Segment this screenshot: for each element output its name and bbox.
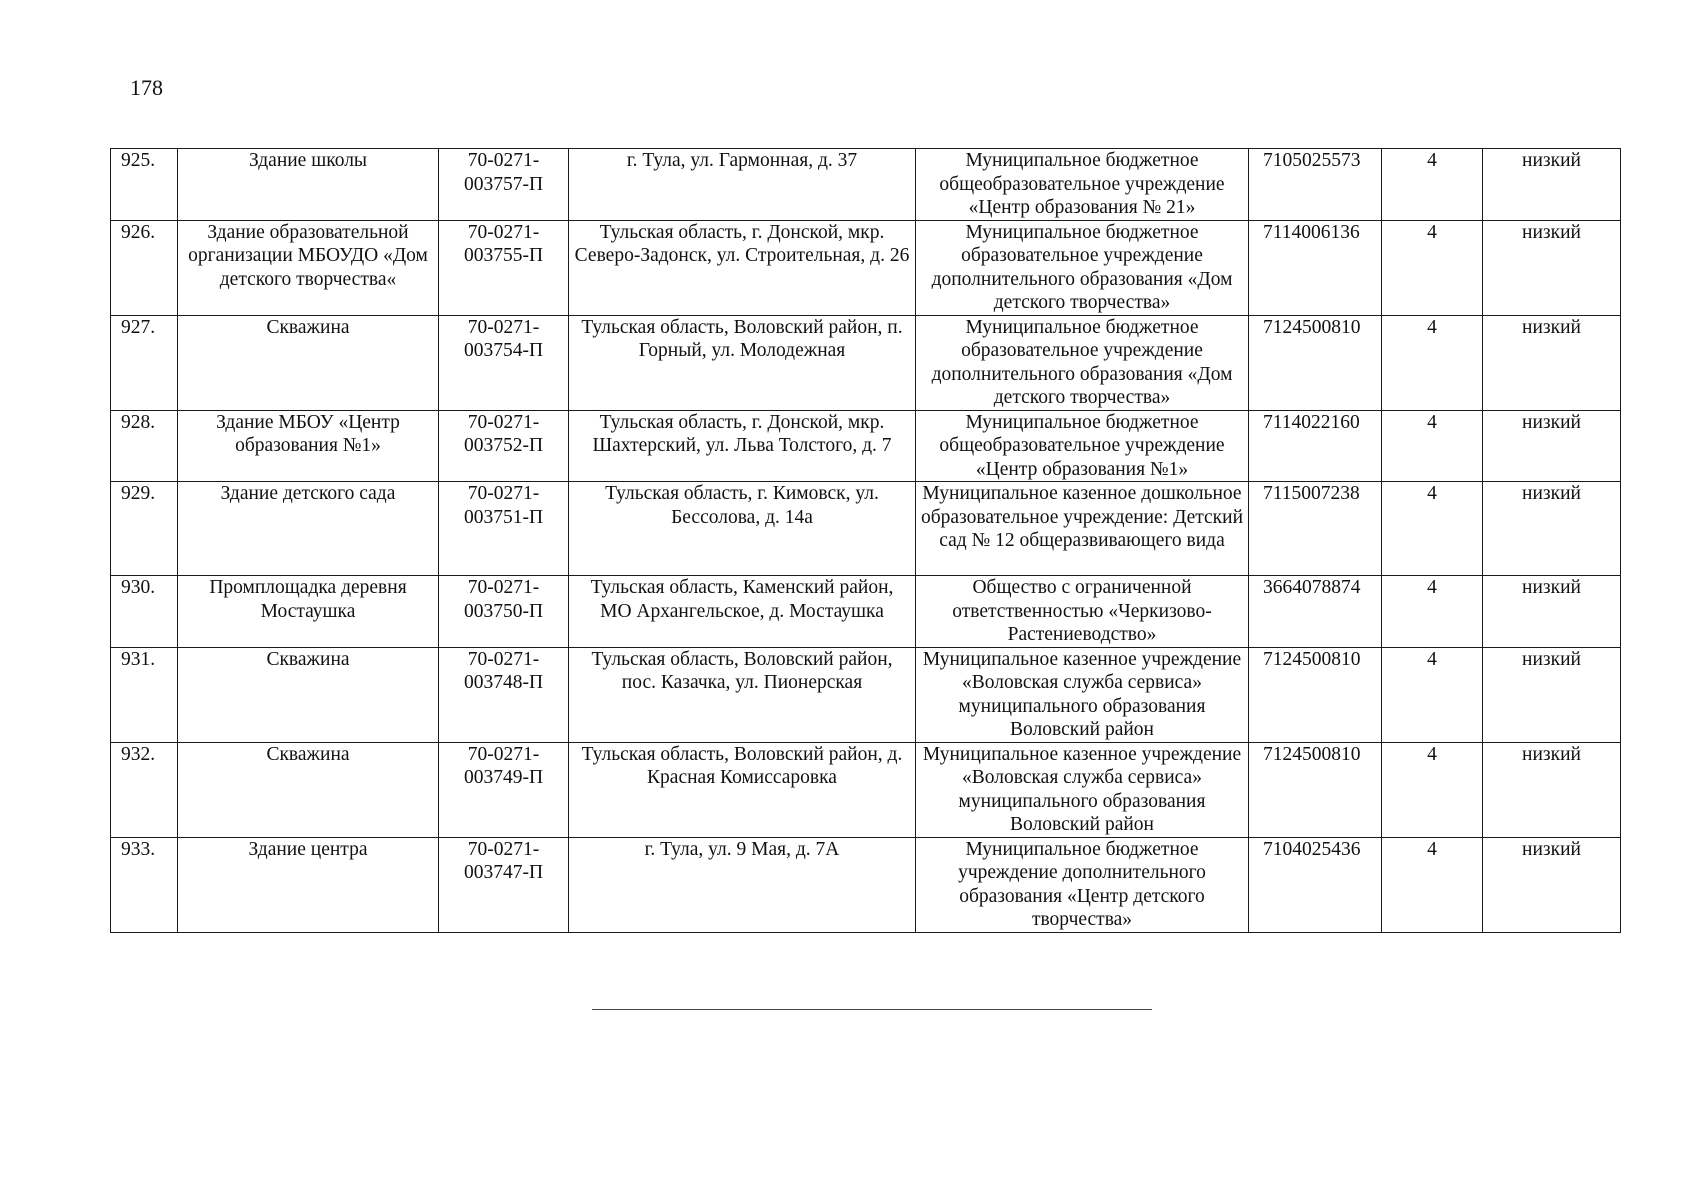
table-row [111, 837, 1621, 932]
row-number: 928. [111, 410, 178, 482]
organization-name: Муниципальное казенное учреждение «Воловская служба сервиса» муниципального образования Воловский район [916, 647, 1249, 742]
object-name: Здание школы [178, 149, 439, 221]
inn: 7105025573 [1249, 149, 1382, 221]
inn: 7124500810 [1249, 647, 1382, 742]
object-name: Скважина [178, 315, 439, 410]
category: 4 [1382, 837, 1483, 932]
row-number: 930. [111, 576, 178, 648]
object-address: Тульская область, Воловский район, п. Горный, ул. Молодежная [569, 315, 916, 410]
inn: 7124500810 [1249, 315, 1382, 410]
inn: 7104025436 [1249, 837, 1382, 932]
category: 4 [1382, 410, 1483, 482]
row-number: 932. [111, 742, 178, 837]
object-address: Тульская область, Воловский район, пос. Казачка, ул. Пионерская [569, 647, 916, 742]
table-row [111, 482, 1621, 576]
risk-level: низкий [1483, 482, 1621, 576]
object-address: г. Тула, ул. Гармонная, д. 37 [569, 149, 916, 221]
object-code: 70-0271- 003757-П [439, 149, 569, 221]
page-number: 178 [130, 75, 163, 100]
table-row [111, 149, 1621, 221]
category: 4 [1382, 482, 1483, 576]
object-name: Здание МБОУ «Центр образования №1» [178, 410, 439, 482]
row-number: 926. [111, 220, 178, 315]
risk-level: низкий [1483, 576, 1621, 648]
object-name: Промплощадка деревня Мостаушка [178, 576, 439, 648]
object-name: Скважина [178, 742, 439, 837]
object-name: Здание детского сада [178, 482, 439, 576]
object-code: 70-0271- 003752-П [439, 410, 569, 482]
category: 4 [1382, 149, 1483, 221]
object-address: Тульская область, г. Донской, мкр. Шахтерский, ул. Льва Толстого, д. 7 [569, 410, 916, 482]
category: 4 [1382, 742, 1483, 837]
row-number: 927. [111, 315, 178, 410]
table-row [111, 220, 1621, 315]
object-address: г. Тула, ул. 9 Мая, д. 7А [569, 837, 916, 932]
table-row [111, 742, 1621, 837]
object-code: 70-0271- 003747-П [439, 837, 569, 932]
inn: 7114022160 [1249, 410, 1382, 482]
object-code: 70-0271- 003755-П [439, 220, 569, 315]
inn: 3664078874 [1249, 576, 1382, 648]
organization-name: Муниципальное казенное дошкольное образовательное учреждение: Детский сад № 12 общеразвивающего вида [916, 482, 1249, 576]
category: 4 [1382, 315, 1483, 410]
risk-level: низкий [1483, 149, 1621, 221]
inn: 7124500810 [1249, 742, 1382, 837]
object-name: Здание образовательной организации МБОУДО «Дом детского творчества« [178, 220, 439, 315]
category: 4 [1382, 647, 1483, 742]
row-number: 933. [111, 837, 178, 932]
row-number: 929. [111, 482, 178, 576]
risk-level: низкий [1483, 837, 1621, 932]
category: 4 [1382, 220, 1483, 315]
inn: 7114006136 [1249, 220, 1382, 315]
table-row [111, 576, 1621, 648]
table-row [111, 647, 1621, 742]
table-row [111, 315, 1621, 410]
object-address: Тульская область, Каменский район, МО Архангельское, д. Мостаушка [569, 576, 916, 648]
organization-name: Муниципальное бюджетное общеобразовательное учреждение «Центр образования № 21» [916, 149, 1249, 221]
object-name: Скважина [178, 647, 439, 742]
risk-level: низкий [1483, 220, 1621, 315]
object-code: 70-0271- 003750-П [439, 576, 569, 648]
object-address: Тульская область, г. Кимовск, ул. Бессолова, д. 14а [569, 482, 916, 576]
row-number: 925. [111, 149, 178, 221]
table-row [111, 410, 1621, 482]
category: 4 [1382, 576, 1483, 648]
inn: 7115007238 [1249, 482, 1382, 576]
organization-name: Муниципальное бюджетное учреждение дополнительного образования «Центр детского творчества» [916, 837, 1249, 932]
footer-divider [592, 1009, 1152, 1010]
risk-level: низкий [1483, 742, 1621, 837]
risk-level: низкий [1483, 410, 1621, 482]
object-address: Тульская область, Воловский район, д. Красная Комиссаровка [569, 742, 916, 837]
object-code: 70-0271- 003751-П [439, 482, 569, 576]
object-code: 70-0271- 003754-П [439, 315, 569, 410]
organization-name: Муниципальное бюджетное образовательное учреждение дополнительного образования «Дом детского творчества» [916, 315, 1249, 410]
object-code: 70-0271- 003749-П [439, 742, 569, 837]
row-number: 931. [111, 647, 178, 742]
organization-name: Муниципальное бюджетное общеобразовательное учреждение «Центр образования №1» [916, 410, 1249, 482]
object-code: 70-0271- 003748-П [439, 647, 569, 742]
organization-name: Общество с ограниченной ответственностью «Черкизово-Растениеводство» [916, 576, 1249, 648]
risk-level: низкий [1483, 647, 1621, 742]
risk-level: низкий [1483, 315, 1621, 410]
object-address: Тульская область, г. Донской, мкр. Северо-Задонск, ул. Строительная, д. 26 [569, 220, 916, 315]
organization-name: Муниципальное бюджетное образовательное учреждение дополнительного образования «Дом детского творчества» [916, 220, 1249, 315]
organization-name: Муниципальное казенное учреждение «Воловская служба сервиса» муниципального образования Воловский район [916, 742, 1249, 837]
object-name: Здание центра [178, 837, 439, 932]
registry-table [110, 148, 1621, 933]
